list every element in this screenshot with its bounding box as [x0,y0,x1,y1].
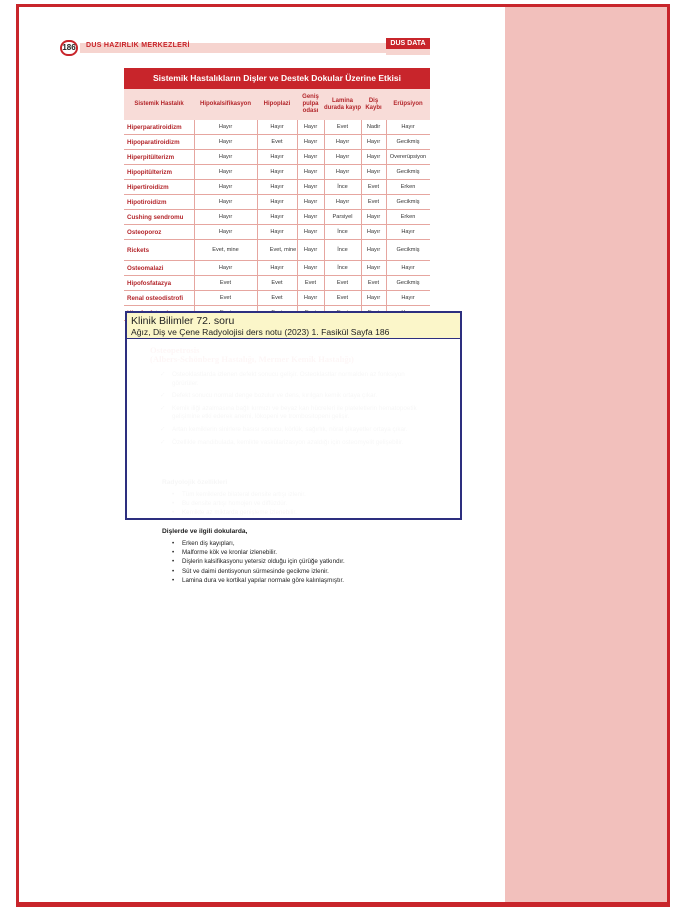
bullet-icon: • [172,576,175,584]
column-divider [324,150,325,164]
column-divider [297,120,298,134]
table-cell: Hayır [218,264,233,271]
column-divider [324,291,325,305]
table-title: Sistemik Hastalıkların Dişler ve Destek Dokular Üzerine Etkisi [124,68,430,89]
column-divider [194,135,195,149]
column-divider [257,240,258,260]
table-cell: Hayır [303,213,318,220]
column-divider [194,225,195,239]
column-divider [194,195,195,209]
column-divider [297,210,298,224]
column-header: Geniş pulpa odası [302,94,319,114]
annotation-question: Klinik Bilimler 72. soru [131,315,235,327]
page-number: 186 [60,40,78,56]
column-divider [386,195,387,209]
table-cell: Hayır [303,228,318,235]
column-divider [297,150,298,164]
column-divider [297,180,298,194]
bullet-item [172,539,432,548]
table-row [124,135,430,150]
column-divider [194,150,195,164]
column-divider [324,261,325,275]
table-row [124,261,430,276]
table-cell: Gecikmiş [396,198,420,205]
column-divider [257,276,258,290]
table-cell: Hayır [303,153,318,160]
bullet-text: Dişlerin kalsifikasyonu yetersiz olduğu için çürüğe yatkındır. [182,558,345,566]
table-header [124,89,430,120]
table-cell: İnce [337,228,348,235]
row-label: Hipertiroidizm [127,183,169,191]
table-cell: Hayır [218,153,233,160]
table-row [124,240,430,261]
table-cell: Hayır [218,228,233,235]
column-divider [386,291,387,305]
page-header [60,40,430,56]
table-cell: Hayır [303,294,318,301]
column-divider [297,195,298,209]
column-divider [324,210,325,224]
bullet-text: Erken diş kayıpları, [182,540,235,547]
table-cell: Hayır [270,153,284,160]
row-label: Cushing sendromu [127,213,184,221]
column-divider [386,135,387,149]
table-cell: Gecikmiş [396,138,420,145]
table-cell: Hayır [366,138,381,145]
table-row [124,195,430,210]
column-divider [386,210,387,224]
table-cell: Hayır [401,228,415,235]
table-cell: Hayır [270,123,284,130]
table-cell: İnce [337,264,348,271]
column-divider [324,120,325,134]
row-label: Hipopitülterizm [127,168,173,176]
column-divider [361,180,362,194]
table-cell: Hayır [366,153,381,160]
table-row [124,210,430,225]
table-cell: Evet [367,198,380,205]
table-cell: Hayır [270,264,284,271]
column-header: Hipokalsifikasyon [199,101,252,107]
column-divider [194,180,195,194]
table-cell: Hayır [303,123,318,130]
column-divider [257,135,258,149]
column-divider [324,180,325,194]
column-divider [386,120,387,134]
teeth-list [172,539,432,585]
logo-text: DUS DATA [386,38,430,49]
table-cell: Hayır [270,213,284,220]
column-divider [361,276,362,290]
table-row [124,225,430,240]
column-divider [386,150,387,164]
column-divider [386,261,387,275]
table-cell: Evet [336,294,349,301]
bullet-item [172,576,432,585]
column-divider [194,210,195,224]
table-cell: Hayır [303,198,318,205]
table-cell: Parsiyel [332,213,353,220]
column-divider [194,291,195,305]
table-cell: Evet [271,294,283,301]
table-cell: Hayır [218,213,233,220]
row-label: Hiperpitülterizm [127,153,175,161]
table-cell: Hayır [366,246,381,253]
column-divider [257,261,258,275]
table-cell: Hayır [218,123,233,130]
column-divider [361,261,362,275]
header-title: DUS HAZIRLIK MERKEZLERİ [86,42,190,49]
column-divider [297,276,298,290]
column-header: Hipoplazi [263,101,291,107]
table-cell: Hayır [218,198,233,205]
table-cell: Hayır [303,246,318,253]
column-divider [297,135,298,149]
row-label: Hipoparatiroidizm [127,138,180,146]
column-divider [324,240,325,260]
table-row [124,120,430,135]
column-header: Sistemik Hastalık [134,101,184,107]
table-cell: Hayır [335,198,350,205]
table-row [124,150,430,165]
table-cell: Evet [219,279,232,286]
column-divider [386,165,387,179]
column-divider [297,225,298,239]
column-divider [257,210,258,224]
bullet-text: Süt ve daimi dentisyonun sürmesinde gecikme izlenir. [182,567,329,575]
table-body [124,120,430,321]
column-divider [324,165,325,179]
table-cell: İnce [337,246,348,253]
bullet-icon: • [172,558,175,566]
table-cell: Gecikmiş [396,168,420,175]
table-cell: Hayır [218,168,233,175]
table-cell: Hayır [401,123,415,130]
row-label: Osteoporoz [127,228,162,236]
column-divider [361,291,362,305]
column-divider [386,180,387,194]
column-divider [361,225,362,239]
column-divider [257,195,258,209]
column-divider [361,195,362,209]
row-label: Renal osteodistrofi [127,294,184,302]
column-divider [361,150,362,164]
table-cell: Gecikmiş [396,246,420,253]
table-cell: Hayır [270,183,284,190]
bullet-text: Lamina dura ve kortikal yapılar normale göre kalınlaşmıştır. [182,576,344,584]
table-cell: Evet [271,138,283,145]
annotation-title-bar [127,313,460,339]
table-cell: Erken [400,183,416,190]
table-cell: Hayır [303,138,318,145]
dus-data-logo [386,38,430,56]
annotation-box [125,311,462,520]
table-cell: Hayır [303,183,318,190]
table-cell: Evet, mine [212,246,239,253]
table-cell: Overerüpsiyon [389,153,427,160]
table-cell: Hayır [218,183,233,190]
column-divider [386,276,387,290]
row-label: Rickets [127,246,150,254]
table-row [124,291,430,306]
table-cell: Evet [336,279,349,286]
column-divider [257,120,258,134]
column-divider [297,261,298,275]
table-cell: Evet [304,279,317,286]
column-divider [194,240,195,260]
table-cell: Hayır [401,294,415,301]
table-cell: İnce [337,183,348,190]
column-divider [361,210,362,224]
annotation-source: Ağız, Diş ve Çene Radyolojisi ders notu (2023) 1. Fasikül Sayfa 186 [131,327,390,337]
bullet-text: Malforme kök ve kronlar izlenebilir. [182,549,277,557]
column-header: Erüpsiyon [393,101,423,107]
column-divider [257,180,258,194]
table-cell: Evet, mine [269,246,297,253]
column-divider [361,165,362,179]
table-cell: Hayır [335,168,350,175]
table-cell: Hayır [303,168,318,175]
table-cell: Evet [367,279,380,286]
bullet-item [172,557,432,566]
table-cell: Hayır [218,138,233,145]
table-cell: Hayır [366,228,381,235]
table-row [124,180,430,195]
teeth-title: Dişlerde ve ilgili dokularda, [162,528,248,535]
column-divider [361,240,362,260]
column-header: Lamina durada kayıp [324,97,362,111]
table-cell: Hayır [335,153,350,160]
table-cell: Hayır [366,168,381,175]
bullet-icon: • [172,549,175,557]
column-divider [194,261,195,275]
table-cell: Hayır [270,198,284,205]
bullet-icon: • [172,567,175,575]
table-cell: Hayır [270,228,284,235]
row-label: Hipofosfatazya [127,279,172,287]
column-divider [194,165,195,179]
table-cell: Evet [367,183,380,190]
table-cell: Hayır [270,168,284,175]
logo-strip [386,49,430,55]
table-cell: Hayır [366,294,381,301]
row-label: Hipotiroidizm [127,198,167,206]
row-label: Hiperparatiroidizm [127,123,182,131]
table-cell: Hayır [335,138,350,145]
row-label: Osteomalazi [127,264,164,272]
column-divider [324,225,325,239]
column-divider [361,135,362,149]
table-cell: Gecikmiş [396,279,420,286]
table-cell: Evet [219,294,232,301]
column-divider [194,276,195,290]
column-divider [297,240,298,260]
table-row [124,165,430,180]
column-header: Diş Kaybı [365,97,382,111]
column-divider [324,276,325,290]
table-cell: Erken [400,213,416,220]
bullet-item [172,548,432,557]
column-divider [297,165,298,179]
bottom-rule [16,905,670,907]
table-row [124,276,430,291]
column-divider [324,135,325,149]
column-divider [257,150,258,164]
column-divider [257,225,258,239]
table-cell: Hayır [303,264,318,271]
table-cell: Hayır [366,264,381,271]
column-divider [297,291,298,305]
column-divider [361,120,362,134]
bullet-icon: • [172,540,175,547]
column-divider [386,225,387,239]
column-divider [257,291,258,305]
table-cell: Evet [336,123,349,130]
table-cell: Nadir [366,123,381,130]
column-divider [386,240,387,260]
column-divider [194,120,195,134]
table-cell: Hayır [366,213,381,220]
column-divider [257,165,258,179]
bullet-item [172,567,432,576]
column-divider [324,195,325,209]
table-cell: Hayır [401,264,415,271]
table-cell: Evet [271,279,283,286]
